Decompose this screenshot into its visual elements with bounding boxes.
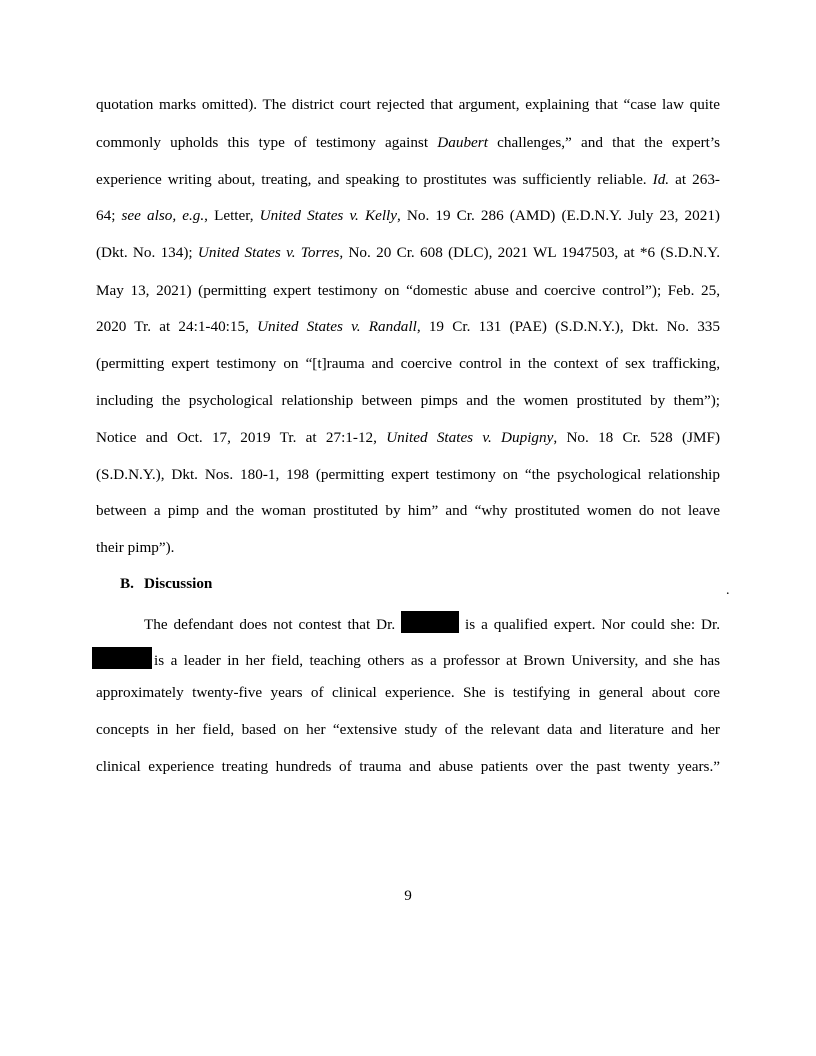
- body-line: [96, 355, 720, 373]
- text-segment: , No. 18 Cr. 528 (JMF): [553, 429, 721, 446]
- italic-text: Daubert: [437, 134, 488, 151]
- body-line: [92, 647, 720, 670]
- body-line: [96, 244, 720, 262]
- section-heading-number: B.: [120, 575, 134, 592]
- italic-text: see also, e.g.: [121, 207, 205, 224]
- text-segment: Notice and Oct. 17, 2019 Tr. at 27:1-12,: [96, 429, 387, 446]
- text-segment: , No. 20 Cr. 608 (DLC), 2021 WL 1947503, at *6 (S.D.N.Y.: [339, 244, 720, 261]
- body-line: [96, 207, 720, 225]
- text-segment: is a qualified expert. Nor could she: Dr.: [459, 616, 721, 633]
- body-line: [96, 282, 720, 300]
- stray-mark: .: [726, 583, 730, 598]
- text-segment: concepts in her field, based on her “extensive study of the relevant data and literature and her: [96, 721, 720, 738]
- text-segment: is a leader in her field, teaching others as a professor at Brown University, and she has: [154, 652, 720, 669]
- text-segment: , Letter,: [204, 207, 260, 224]
- italic-text: United States v. Dupigny: [386, 429, 554, 446]
- section-heading-title: Discussion: [144, 575, 213, 592]
- body-line: [96, 134, 720, 152]
- body-line: [96, 684, 720, 702]
- text-segment: 64;: [96, 207, 122, 224]
- text-segment: challenges,” and that the expert’s: [487, 134, 720, 151]
- italic-text: United States v. Torres: [197, 244, 340, 261]
- text-segment: quotation marks omitted). The district court rejected that argument, explaining that “case law quite: [96, 96, 720, 113]
- body-line: [96, 721, 720, 739]
- body-line: [96, 539, 720, 557]
- body-line: [96, 429, 720, 447]
- text-segment: (Dkt. No. 134);: [96, 244, 198, 261]
- text-segment: clinical experience treating hundreds of trauma and abuse patients over the past twenty years.”: [96, 758, 720, 775]
- body-line: [96, 502, 720, 520]
- italic-text: United States v. Randall: [257, 318, 417, 335]
- redaction-box: [92, 647, 152, 669]
- body-line: [96, 96, 720, 114]
- text-segment: at 263-: [669, 171, 720, 188]
- text-segment: , No. 19 Cr. 286 (AMD) (E.D.N.Y. July 23, 2021): [397, 207, 720, 224]
- body-line: [96, 758, 720, 776]
- text-segment: commonly upholds this type of testimony against: [96, 134, 438, 151]
- text-segment: (permitting expert testimony on “[t]rauma and coercive control in the context of sex trafficking,: [96, 355, 720, 372]
- text-segment: The defendant does not contest that Dr.: [144, 616, 402, 633]
- redaction-box: [401, 611, 459, 633]
- body-line: [96, 392, 720, 410]
- text-segment: , 19 Cr. 131 (PAE) (S.D.N.Y.), Dkt. No. 335: [416, 318, 720, 335]
- section-heading: [120, 575, 212, 593]
- italic-text: United States v. Kelly: [259, 207, 398, 224]
- text-segment: their pimp”).: [96, 539, 175, 556]
- text-segment: between a pimp and the woman prostituted by him” and “why prostituted women do not leave: [96, 502, 720, 519]
- italic-text: Id.: [652, 171, 670, 188]
- body-line: [96, 466, 720, 484]
- body-line: [96, 318, 720, 336]
- text-segment: May 13, 2021) (permitting expert testimony on “domestic abuse and coercive control”); Feb. 25,: [96, 282, 720, 299]
- page-number: 9: [404, 887, 412, 904]
- body-line: [96, 171, 720, 189]
- text-segment: including the psychological relationship between pimps and the women prostituted by them”);: [96, 392, 720, 409]
- text-segment: experience writing about, treating, and speaking to prostitutes was sufficiently reliable.: [96, 171, 653, 188]
- text-segment: 2020 Tr. at 24:1-40:15,: [96, 318, 258, 335]
- text-segment: (S.D.N.Y.), Dkt. Nos. 180-1, 198 (permitting expert testimony on “the psychological relationship: [96, 466, 720, 483]
- body-line: [144, 611, 720, 634]
- text-segment: approximately twenty-five years of clinical experience. She is testifying in general about core: [96, 684, 720, 701]
